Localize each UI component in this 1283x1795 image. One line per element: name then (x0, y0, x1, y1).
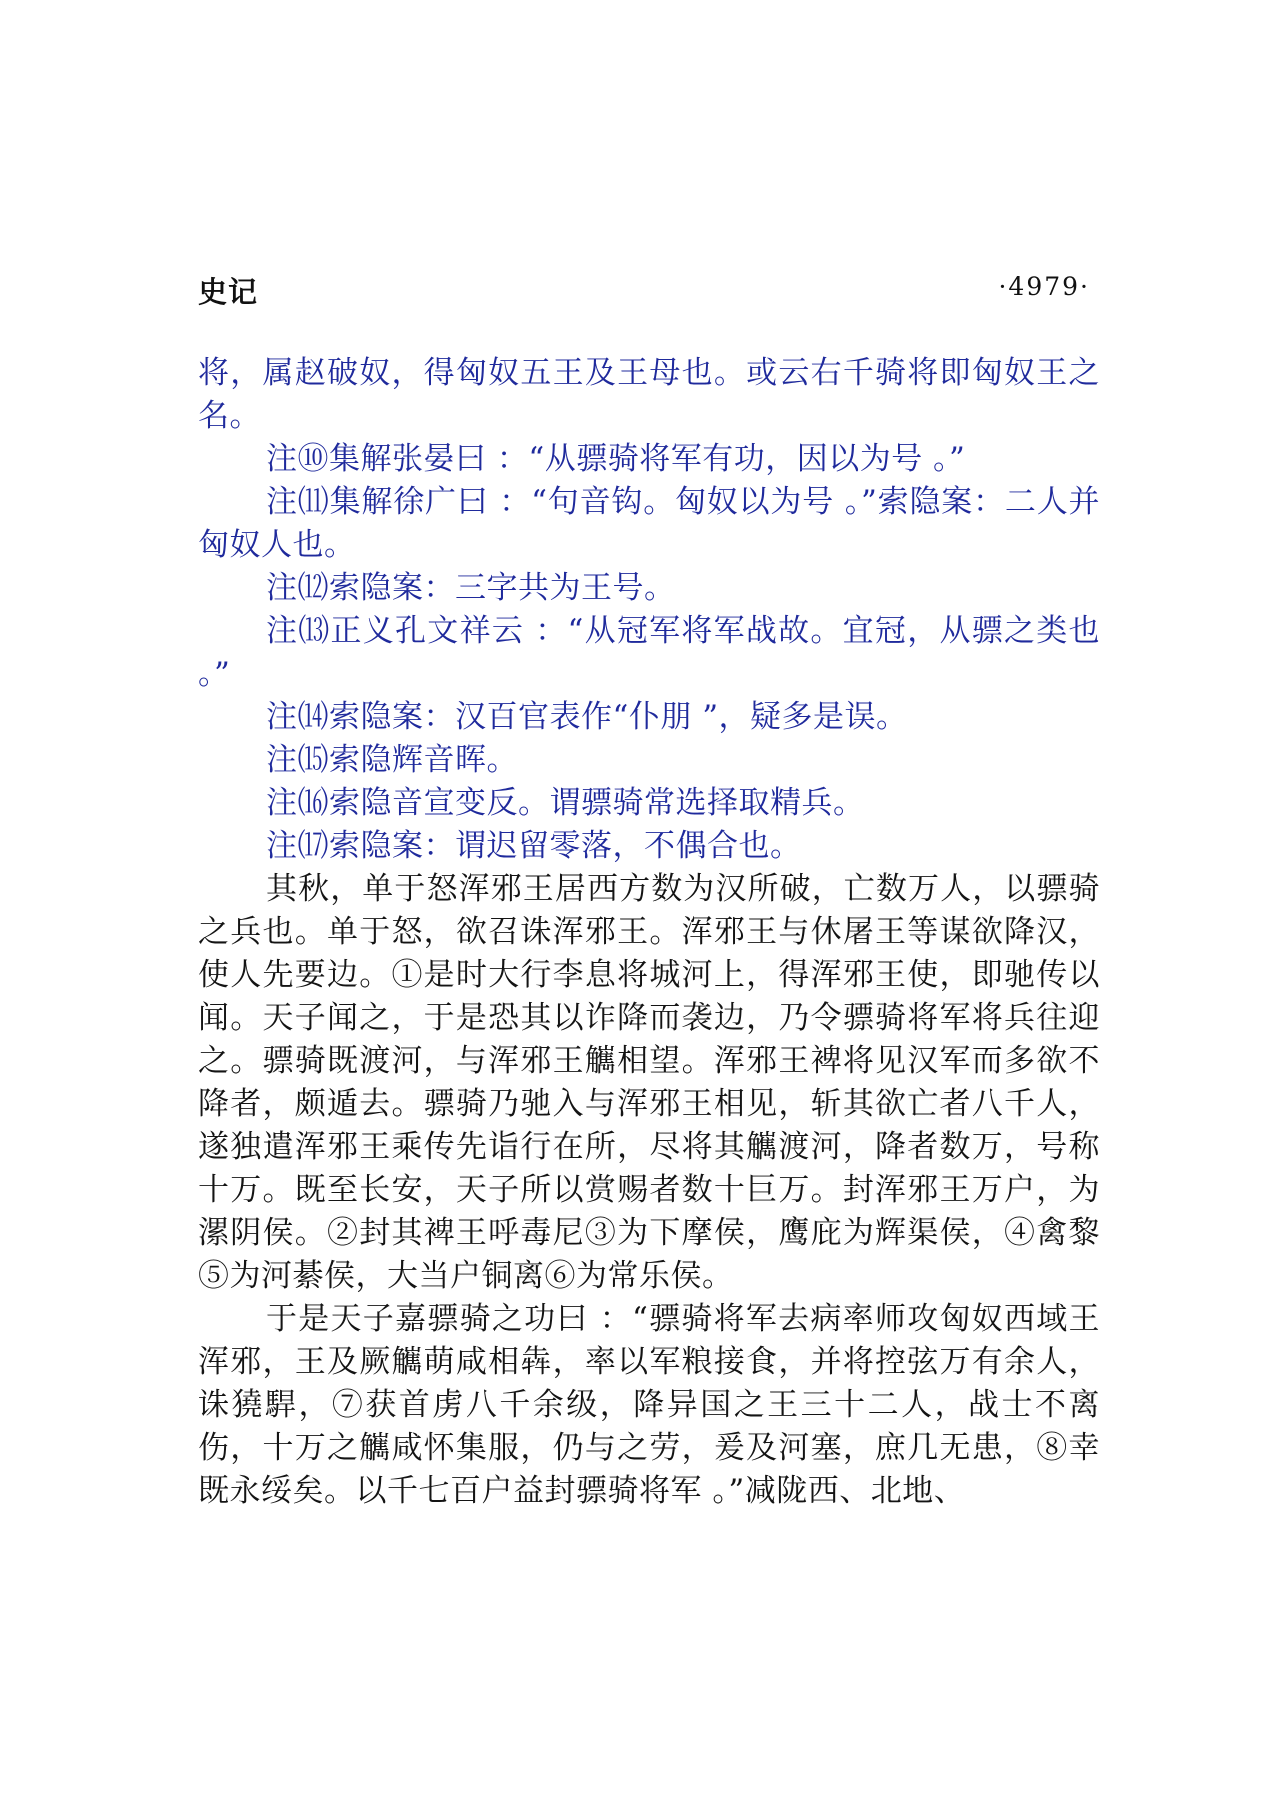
note-10: 注⑩集解张晏曰 ：“从骠骑将军有功，因以为号 。” (266, 441, 966, 477)
body-text (198, 352, 1100, 1513)
note-12: 注⑿索隐案：三字共为王号。 (266, 570, 676, 606)
main-paragraph-edict: 于是天子嘉骠骑之功曰 ：“骠骑将军去病率师攻匈奴西域王浑邪，王及厥觽萌咸相犇，率以军粮接食，并将控弦万有余人，诛獟駻，⑦获首虏八千余级，降异国之王三十二人，战士不离伤，十万之觽咸怀集服，仍与之劳，爰及河塞，庶几无患，⑧幸既永绥矣。以千七百户益封骠骑将军 。”减陇西、北地、 (198, 1301, 1100, 1509)
note-15: 注⒂索隐辉音晖。 (266, 742, 518, 778)
note-17: 注⒄索隐案：谓迟留零落，不偶合也。 (266, 828, 802, 864)
note-paragraph-continuation: 将，属赵破奴，得匈奴五王及王母也。或云右千骑将即匈奴王之名。 (198, 355, 1100, 434)
note-13: 注⒀正义孔文祥云 ：“从冠军将军战故。宜冠，从骠之类也 。” (198, 613, 1100, 692)
note-14: 注⒁索隐案：汉百官表作“仆朋 ”，疑多是误。 (266, 699, 908, 735)
book-title: 史记 (198, 275, 259, 309)
main-paragraph-autumn: 其秋，单于怒浑邪王居西方数为汉所破，亡数万人，以骠骑之兵也。单于怒，欲召诛浑邪王。浑邪王与休屠王等谋欲降汉，使人先要边。①是时大行李息将城河上，得浑邪王使，即驰传以闻。天子闻之，于是恐其以诈降而袭边，乃令骠骑将军将兵往迎之。骠骑既渡河，与浑邪王觽相望。浑邪王裨将见汉军而多欲不降者，颇遁去。骠骑乃驰入与浑邪王相见，斩其欲亡者八千人，遂独遣浑邪王乘传先诣行在所，尽将其觽渡河，降者数万，号称十万。既至长安，天子所以赏赐者数十巨万。封浑邪王万户，为漯阴侯。②封其裨王呼毒尼③为下摩侯，鹰庇为辉渠侯，④禽黎⑤为河綦侯，大当户铜离⑥为常乐侯。 (198, 871, 1100, 1294)
running-header (198, 270, 1090, 310)
note-16: 注⒃索隐音宣变反。谓骠骑常选择取精兵。 (266, 785, 865, 821)
note-11: 注⑾集解徐广曰 ：“句音钩。匈奴以为号 。”索隐案：二人并匈奴人也。 (198, 484, 1100, 563)
page-number: ·4979· (998, 272, 1090, 301)
